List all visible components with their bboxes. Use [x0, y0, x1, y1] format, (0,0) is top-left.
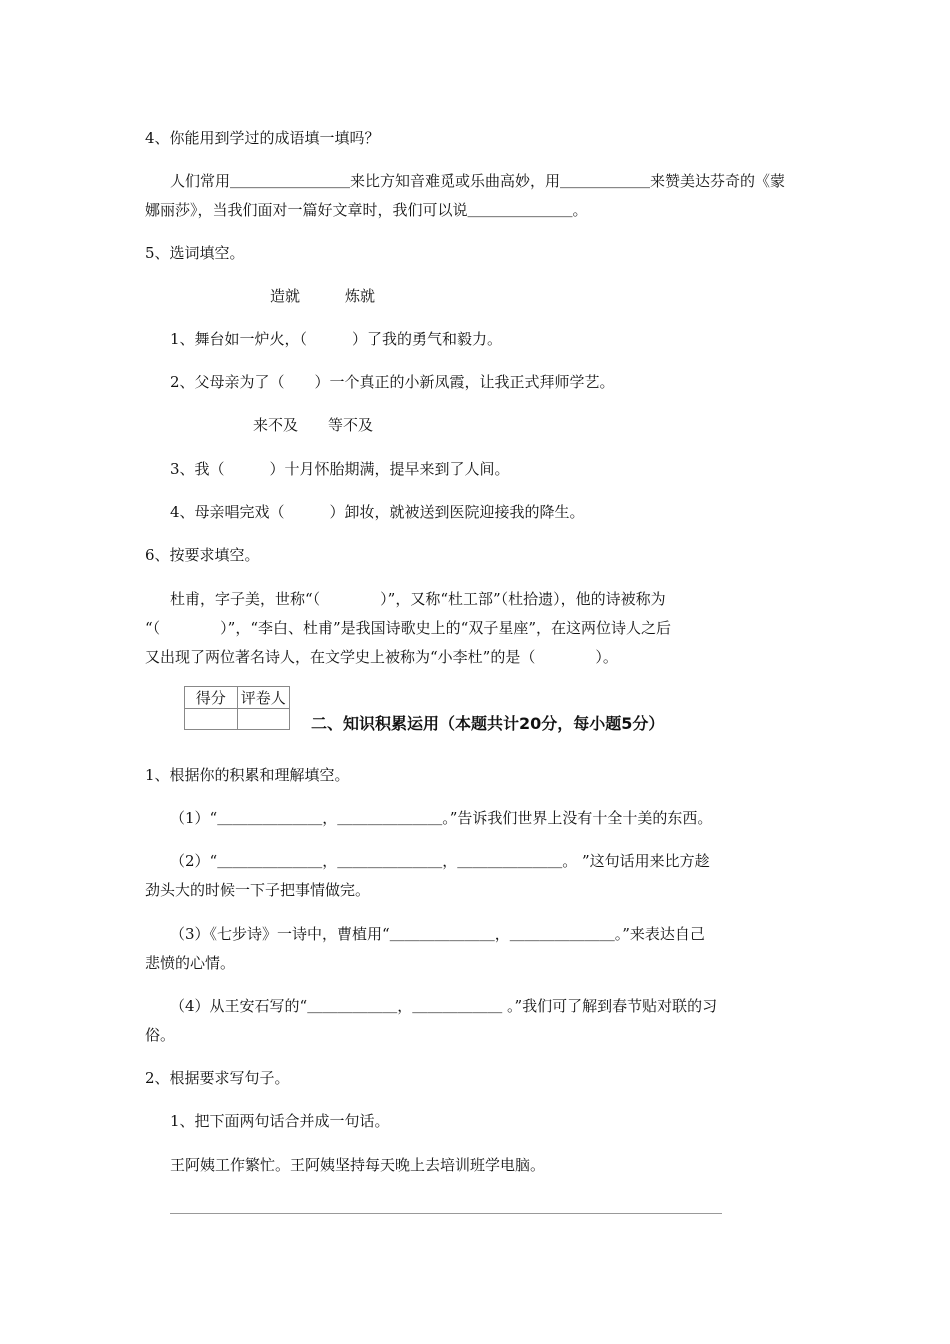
grader-cell[interactable] — [237, 709, 290, 730]
text-line: 1、舞台如一炉火，（ ）了我的勇气和毅力。 — [170, 330, 503, 348]
score-cell[interactable] — [185, 709, 238, 730]
text-line: （3）《七步诗》一诗中，曹植用“＿＿＿＿＿＿＿，＿＿＿＿＿＿＿。”来表达自己 — [170, 925, 705, 943]
text-line: 人们常用＿＿＿＿＿＿＿＿来比方知音难觅或乐曲高妙，用＿＿＿＿＿＿来赞美达芬奇的《蒙 — [170, 172, 786, 190]
text-line: “（ ）”，“李白、杜甫”是我国诗歌史上的“双子星座”，在这两位诗人之后 — [145, 619, 672, 637]
text-line: 悲愤的心情。 — [145, 954, 236, 972]
text-line: 又出现了两位著名诗人，在文学史上被称为“小李杜”的是（ ）。 — [145, 648, 618, 666]
text-line: 娜丽莎》，当我们面对一篇好文章时，我们可以说＿＿＿＿＿＿＿。 — [145, 201, 588, 219]
text-line: （2）“＿＿＿＿＿＿＿，＿＿＿＿＿＿＿，＿＿＿＿＿＿＿。 ”这句话用来比方趁 — [170, 852, 710, 870]
text-line: 造就 炼就 — [270, 287, 376, 305]
text-line: （4）从王安石写的“＿＿＿＿＿＿，＿＿＿＿＿＿ 。”我们可了解到春节贴对联的习 — [170, 997, 718, 1015]
text-line: 杜甫，字子美，世称“（ ）”，又称“杜工部”（杜拾遗），他的诗被称为 — [170, 590, 666, 608]
text-line: 4、你能用到学过的成语填一填吗？ — [145, 129, 380, 147]
section-title: 二、知识积累运用（本题共计20分，每小题5分） — [311, 714, 665, 733]
text-line: 5、选词填空。 — [145, 244, 245, 262]
text-line: 2、根据要求写句子。 — [145, 1069, 290, 1087]
text-line: 俗。 — [145, 1026, 176, 1044]
text-line: 王阿姨工作繁忙。王阿姨坚持每天晚上去培训班学电脑。 — [170, 1156, 546, 1174]
text-line: 1、根据你的积累和理解填空。 — [145, 766, 350, 784]
text-line: 2、父母亲为了（ ）一个真正的小新凤霞，让我正式拜师学艺。 — [170, 373, 615, 391]
text-line: （1）“＿＿＿＿＿＿＿，＿＿＿＿＿＿＿。”告诉我们世界上没有十全十美的东西。 — [170, 809, 713, 827]
text-line: 4、母亲唱完戏（ ）卸妆，就被送到医院迎接我的降生。 — [170, 503, 585, 521]
text-line: 来不及 等不及 — [253, 416, 374, 434]
text-line: 6、按要求填空。 — [145, 546, 260, 564]
text-line: 劲头大的时候一下子把事情做完。 — [145, 881, 371, 899]
text-line: 3、我（ ）十月怀胎期满，提早来到了人间。 — [170, 460, 510, 478]
grader-header: 评卷人 — [237, 687, 290, 709]
text-line: 1、把下面两句话合并成一句话。 — [170, 1112, 390, 1130]
score-header: 得分 — [185, 687, 238, 709]
score-box — [184, 686, 290, 730]
answer-line[interactable] — [170, 1213, 722, 1214]
